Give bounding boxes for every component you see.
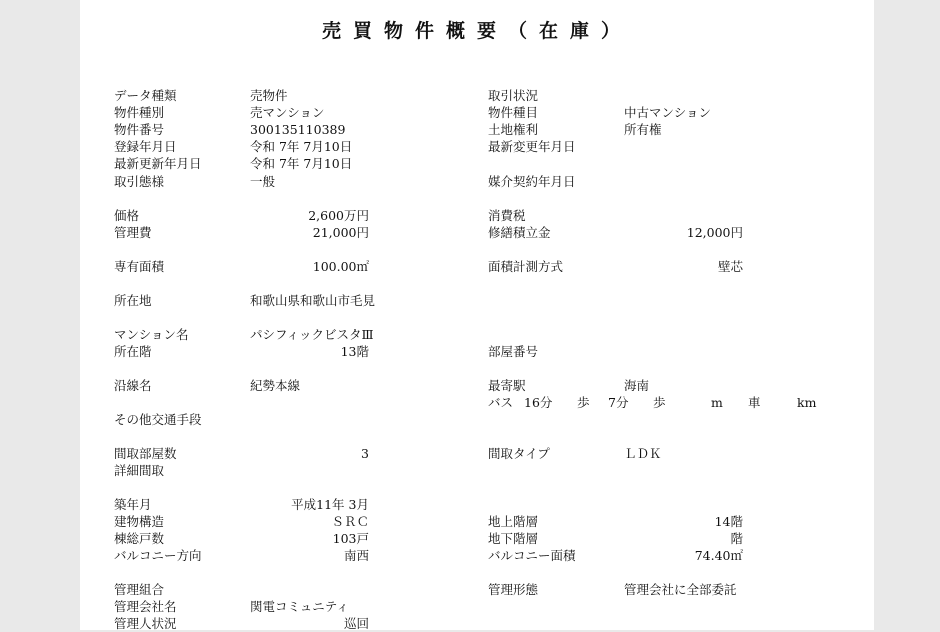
- deal-mode-value: 一般: [250, 174, 276, 189]
- mansion-value: パシフィックビスタⅢ: [250, 327, 374, 342]
- balcony-area-value: 74.40㎡: [694, 548, 743, 563]
- deal-mode-label: 取引態様: [114, 174, 165, 189]
- km-unit: km: [797, 395, 817, 410]
- units-label: 棟総戸数: [114, 531, 165, 546]
- price-value: 2,600万円: [308, 208, 369, 223]
- area-value: 100.00㎡: [312, 259, 369, 274]
- property-no-value: 300135110389: [250, 122, 346, 137]
- mgmt-fee-label: 管理費: [114, 225, 152, 240]
- walk-label-2: 歩: [653, 395, 666, 410]
- balcony-dir-value: 南西: [343, 548, 369, 563]
- built-label: 築年月: [114, 497, 152, 512]
- built-value: 平成11年 3月: [291, 497, 369, 512]
- assoc-label: 管理組合: [114, 582, 165, 597]
- updated-value: 令和 7年 7月10日: [250, 156, 353, 171]
- deal-status-label: 取引状況: [488, 88, 539, 103]
- rooms-value: 3: [361, 446, 369, 461]
- tax-label: 消費税: [488, 208, 526, 223]
- structure-value: ＳＲＣ: [331, 514, 369, 529]
- below-label: 地下階層: [488, 531, 539, 546]
- property-kind-label: 物件種別: [114, 105, 165, 120]
- changed-label: 最新変更年月日: [488, 139, 576, 154]
- item-value: 中古マンション: [624, 105, 711, 120]
- property-no-label: 物件番号: [114, 122, 165, 137]
- layout-label: 間取タイプ: [488, 446, 550, 461]
- item-label: 物件種目: [488, 105, 539, 120]
- manager-value: 巡回: [343, 616, 369, 631]
- document-sheet: [80, 0, 874, 630]
- balcony-area-label: バルコニー面積: [488, 548, 576, 563]
- station-label: 最寄駅: [488, 378, 526, 393]
- layout-value: ＬＤＫ: [624, 446, 662, 461]
- land-right-value: 所有権: [624, 122, 662, 137]
- line-value: 紀勢本線: [250, 378, 301, 393]
- room-no-label: 部屋番号: [488, 344, 539, 359]
- meter-unit: m: [711, 395, 723, 410]
- measure-label: 面積計測方式: [488, 259, 564, 274]
- property-kind-value: 売マンション: [250, 105, 325, 120]
- structure-label: 建物構造: [114, 514, 165, 529]
- data-type-label: データ種類: [114, 88, 177, 103]
- data-type-value: 売物件: [250, 88, 288, 103]
- address-label: 所在地: [114, 293, 152, 308]
- room-detail-label: 詳細間取: [114, 463, 165, 478]
- registered-label: 登録年月日: [114, 139, 177, 154]
- walk-minutes: 7分: [608, 395, 629, 410]
- mgmt-form-label: 管理形態: [488, 582, 539, 597]
- above-value: 14階: [714, 514, 743, 529]
- bus-minutes: 16分: [524, 395, 553, 410]
- above-label: 地上階層: [488, 514, 539, 529]
- address-value: 和歌山県和歌山市毛見: [250, 293, 376, 308]
- line-label: 沿線名: [114, 378, 152, 393]
- manager-label: 管理人状況: [114, 616, 177, 631]
- units-value: 103戸: [332, 531, 369, 546]
- mansion-label: マンション名: [114, 327, 189, 342]
- floor-value: 13階: [340, 344, 369, 359]
- below-value: 階: [730, 531, 743, 546]
- agency-date-label: 媒介契約年月日: [488, 174, 576, 189]
- area-label: 専有面積: [114, 259, 165, 274]
- station-value: 海南: [624, 378, 650, 393]
- other-transport-label: その他交通手段: [114, 412, 202, 427]
- price-label: 価格: [114, 208, 140, 223]
- registered-value: 令和 7年 7月10日: [250, 139, 353, 154]
- mgmt-company-label: 管理会社名: [114, 599, 177, 614]
- walk-label-1: 歩: [577, 395, 590, 410]
- land-right-label: 土地権利: [488, 122, 539, 137]
- car-label: 車: [748, 395, 761, 410]
- mgmt-form-value: 管理会社に全部委託: [624, 582, 737, 597]
- repair-label: 修繕積立金: [488, 225, 551, 240]
- balcony-dir-label: バルコニー方向: [114, 548, 202, 563]
- measure-value: 壁芯: [717, 259, 743, 274]
- updated-label: 最新更新年月日: [114, 156, 202, 171]
- bus-label: バス: [488, 395, 514, 410]
- floor-label: 所在階: [114, 344, 152, 359]
- document-title: 売買物件概要（在庫）: [321, 20, 632, 42]
- mgmt-fee-value: 21,000円: [312, 225, 369, 240]
- repair-value: 12,000円: [686, 225, 743, 240]
- rooms-label: 間取部屋数: [114, 446, 177, 461]
- mgmt-company-value: 関電コミュニティ: [250, 599, 349, 614]
